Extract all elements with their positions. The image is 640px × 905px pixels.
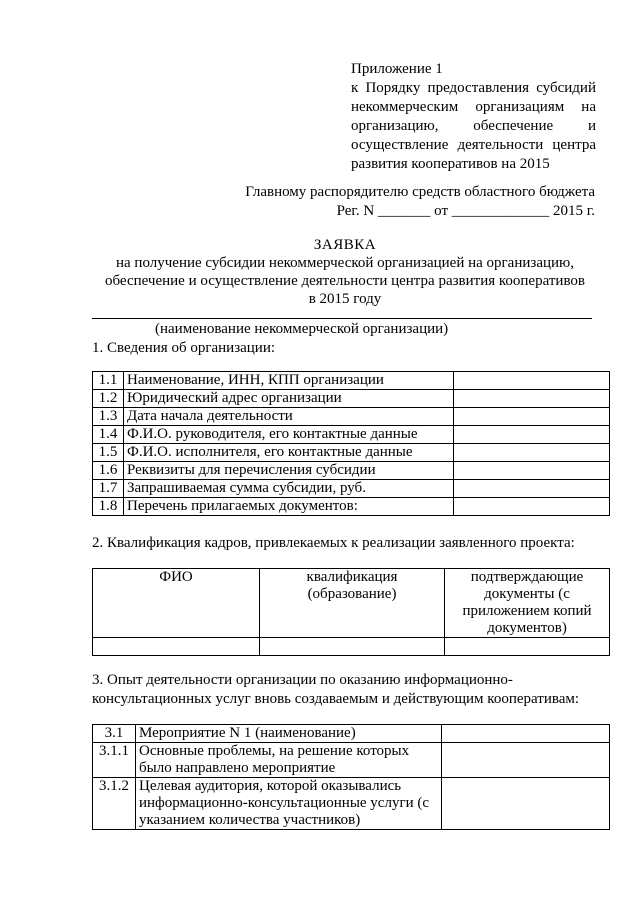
- row-value-cell[interactable]: [454, 444, 610, 462]
- column-header-fio: ФИО: [93, 569, 260, 638]
- column-header-qualification: квалификация (образование): [260, 569, 445, 638]
- staff-qualification-table: [92, 568, 610, 656]
- appendix-header: [351, 60, 596, 174]
- row-number: 3.1.1: [93, 743, 136, 778]
- row-number: 3.1: [93, 725, 136, 743]
- section3-heading: 3. Опыт деятельности организации по оказанию информационно-: [92, 672, 513, 688]
- row-value-cell[interactable]: [454, 480, 610, 498]
- row-label: Юридический адрес организации: [124, 390, 454, 408]
- row-value-cell[interactable]: [442, 778, 610, 830]
- row-number: 1.8: [93, 498, 124, 516]
- appendix-line: осуществление деятельности центра: [351, 137, 596, 153]
- row-label: Наименование, ИНН, КПП организации: [124, 372, 454, 390]
- row-number: 1.4: [93, 426, 124, 444]
- section2-heading: 2. Квалификация кадров, привлекаемых к реализации заявленного проекта:: [92, 535, 575, 551]
- application-title-block: [90, 236, 600, 308]
- table-row: [93, 390, 610, 408]
- registration-line: Рег. N _______ от _____________ 2015 г.: [336, 203, 595, 219]
- row-number: 1.7: [93, 480, 124, 498]
- row-value-cell[interactable]: [442, 743, 610, 778]
- application-title: ЗАЯВКА: [313, 237, 377, 253]
- row-number: 1.3: [93, 408, 124, 426]
- table-row: [93, 638, 610, 656]
- row-label: Реквизиты для перечисления субсидии: [124, 462, 454, 480]
- fio-cell[interactable]: [93, 638, 260, 656]
- documents-cell[interactable]: [445, 638, 610, 656]
- row-label: Ф.И.О. руководителя, его контактные данные: [124, 426, 454, 444]
- appendix-line: развития кооперативов на 2015: [351, 156, 550, 172]
- row-value-cell[interactable]: [454, 462, 610, 480]
- row-value-cell[interactable]: [454, 390, 610, 408]
- table-header-row: [93, 569, 610, 638]
- org-info-table: [92, 371, 610, 516]
- application-subtitle: в 2015 году: [308, 291, 382, 307]
- column-header-documents: подтверждающие документы (с приложением копий документов): [445, 569, 610, 638]
- row-value-cell[interactable]: [454, 426, 610, 444]
- section1-heading: 1. Сведения об организации:: [92, 340, 276, 356]
- row-label: Основные проблемы, на решение которых было направлено мероприятие: [136, 743, 442, 778]
- row-label: Перечень прилагаемых документов:: [124, 498, 454, 516]
- application-subtitle: на получение субсидии некоммерческой организацией на организацию,: [116, 255, 574, 271]
- table-row: [93, 408, 610, 426]
- row-number: 1.1: [93, 372, 124, 390]
- row-number: 1.6: [93, 462, 124, 480]
- table-row: [93, 426, 610, 444]
- row-label: Целевая аудитория, которой оказывались информационно-консультационные услуги (с указанием количества участников): [136, 778, 442, 830]
- table-row: [93, 743, 610, 778]
- qualification-cell[interactable]: [260, 638, 445, 656]
- row-number: 1.5: [93, 444, 124, 462]
- appendix-line: к Порядку предоставления субсидий: [351, 80, 596, 96]
- appendix-line: организацию, обеспечение и: [351, 118, 596, 134]
- row-label: Запрашиваемая сумма субсидии, руб.: [124, 480, 454, 498]
- table-row: [93, 725, 610, 743]
- row-value-cell[interactable]: [454, 498, 610, 516]
- org-name-caption: (наименование некоммерческой организации): [155, 321, 449, 337]
- row-number: 1.2: [93, 390, 124, 408]
- org-name-field-line[interactable]: [92, 318, 592, 319]
- row-value-cell[interactable]: [442, 725, 610, 743]
- table-row: [93, 498, 610, 516]
- table-row: [93, 462, 610, 480]
- row-number: 3.1.2: [93, 778, 136, 830]
- table-row: [93, 444, 610, 462]
- row-label: Мероприятие N 1 (наименование): [136, 725, 442, 743]
- row-value-cell[interactable]: [454, 372, 610, 390]
- table-row: [93, 480, 610, 498]
- row-label: Ф.И.О. исполнителя, его контактные данные: [124, 444, 454, 462]
- table-row: [93, 372, 610, 390]
- row-label: Дата начала деятельности: [124, 408, 454, 426]
- experience-table: [92, 724, 610, 830]
- table-row: [93, 778, 610, 830]
- recipient-line: Главному распорядителю средств областного бюджета: [245, 184, 595, 200]
- appendix-title: Приложение 1: [351, 61, 443, 77]
- application-subtitle: обеспечение и осуществление деятельности центра развития кооперативов: [104, 273, 586, 289]
- appendix-line: некоммерческим организациям на: [351, 99, 596, 115]
- row-value-cell[interactable]: [454, 408, 610, 426]
- section3-heading-cont: консультационных услуг вновь создаваемым и действующим кооперативам:: [92, 691, 580, 707]
- recipient-block: [245, 183, 595, 221]
